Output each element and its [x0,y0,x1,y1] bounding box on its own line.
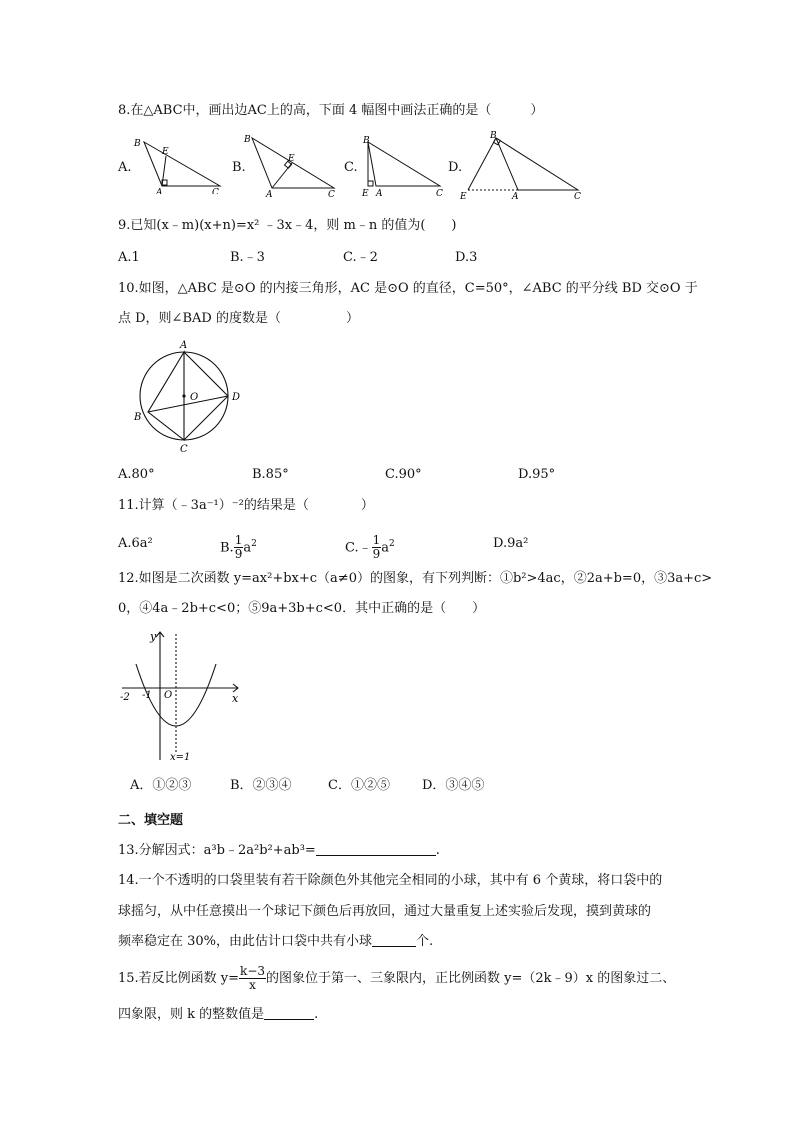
q11-option-c-fraction [372,534,382,561]
q12-parabola-figure [118,628,244,762]
q14-line2: 球摇匀，从中任意摸出一个球记下颜色后再放回，通过大量重复上述实验后发现，摸到黄球的 [118,904,652,919]
q12-label-m2: -2 [120,692,130,703]
q14-line3 [118,932,433,952]
q12-option-b: B．②③④ [230,778,292,793]
q11-option-b-var: a [243,540,252,556]
q8-c-point-e: E [362,189,369,198]
q12-option-c: C．①②⑤ [328,778,390,793]
q12-line2: 0，④4a﹣2b+c<0；⑤9a+3b+c<0．其中正确的是（ ） [118,601,486,616]
q10-option-d: D.95° [518,467,556,482]
q8-figure-a [132,132,228,194]
q13-text: 13.分解因式：a³b﹣2a²b²+ab³= [118,843,316,858]
q11-option-b-exp: 2 [251,539,257,549]
q11-option-b-denominator: 9 [234,547,243,562]
q12-label-m1: -1 [142,690,152,701]
q8-d-point-a: A [512,192,519,200]
q8-a-point-e: E [162,147,169,157]
q11-option-c-denominator: 9 [372,547,381,562]
q11-option-c-prefix: C. [345,540,359,556]
q8-stem: 8.在△ABC中，画出边AC上的高，下面 4 幅图中画法正确的是（ ） [118,103,544,118]
q15-answer-blank[interactable] [264,1005,314,1020]
q14-line3-end: 个. [416,934,434,949]
q8-c-point-b: B [363,136,370,146]
q8-b-point-e: E [288,154,295,164]
q10-option-c: C.90° [385,467,422,482]
q8-b-point-c: C [328,190,335,198]
q14-answer-blank[interactable] [372,932,416,947]
q12-label-axis: x=1 [170,752,191,762]
q10-circle-figure [128,334,248,458]
q13-stem [118,841,440,861]
q10-option-b: B.85° [252,467,289,482]
q8-c-point-a: A [376,189,383,198]
q8-b-point-b: B [244,135,251,145]
q15-line2-text: 四象限，则 k 的整数值是 [118,1007,265,1022]
q15-line1 [118,961,675,997]
q11-option-b [220,526,257,566]
q15-line2-end: . [314,1007,319,1022]
q14-line3-text: 频率稳定在 30%，由此估计口袋中共有小球 [118,934,373,949]
q8-figure-c [360,134,448,198]
q10-label-o: O [190,392,199,403]
q9-option-b: B.﹣3 [230,250,265,265]
q8-option-b-label: B. [232,160,246,175]
q11-option-a: A.6a² [118,536,153,551]
q11-option-c [345,526,395,566]
q12-label-o: O [164,690,173,701]
q13-end: . [435,843,440,858]
q15-line2 [118,1005,318,1025]
q11-option-d: D.9a² [493,536,529,551]
q10-label-a: A [180,340,188,351]
q10-line2: 点 D，则∠BAD 的度数是（ ） [118,311,359,326]
q8-option-c-label: C. [344,160,358,175]
q11-option-c-exp: 2 [389,539,395,549]
q12-option-a: A．①②③ [130,778,192,793]
q8-b-point-a: A [266,190,273,198]
q9-option-d: D.3 [455,250,478,265]
q8-a-point-a: A [156,188,163,194]
q15-suffix: 的图象位于第一、三象限内，正比例函数 y=（2k﹣9）x 的图象过二、 [266,971,676,986]
section-2-title: 二、填空题 [118,813,184,828]
q8-c-point-c: C [436,189,443,198]
q12-line1: 12.如图是二次函数 y=ax²+bx+c（a≠0）的图象，有下列判断：①b²>4ac，②2a+b=0，③3a+c> [118,571,713,586]
q11-option-b-fraction [234,534,244,561]
q15-prefix: 15.若反比例函数 y= [118,971,240,986]
q11-option-c-var: a [381,540,390,556]
q8-option-d-label: D. [448,160,463,175]
q12-label-x: x [232,692,239,705]
q8-d-point-b: B [490,131,497,141]
q13-answer-blank[interactable] [316,841,436,856]
q11-option-c-numerator: 1 [372,533,381,548]
q11-stem: 11.计算（﹣3a⁻¹）⁻²的结果是（ ） [118,498,374,513]
q15-denominator: x [249,978,256,992]
q15-numerator: k−3 [240,964,266,978]
q15-fraction [239,965,266,992]
q10-option-a: A.80° [118,467,155,482]
q9-option-a: A.1 [118,250,140,265]
q9-option-c: C.﹣2 [343,250,378,265]
q8-a-point-b: B [134,139,141,149]
q8-d-point-c: C [574,192,581,200]
q12-option-d: D．③④⑤ [422,778,485,793]
q11-option-b-prefix: B. [220,540,234,556]
q12-label-y: y [150,630,157,643]
q10-label-c: C [180,444,188,455]
q8-option-a-label: A. [118,160,132,175]
q10-label-b: B [134,412,142,423]
q11-option-c-sign: ﹣ [358,540,372,556]
q10-label-d: D [232,392,241,403]
q8-a-point-c: C [212,188,219,194]
q8-figure-b [242,128,342,198]
q8-d-point-e: E [460,192,467,200]
q10-line1: 10.如图，△ABC 是⊙O 的内接三角形，AC 是⊙O 的直径，C=50°，∠ABC 的平分线 BD 交⊙O 于 [118,281,698,296]
q14-line1: 14.一个不透明的口袋里装有若干除颜色外其他完全相同的小球，其中有 6 个黄球，将口袋中的 [118,873,663,888]
q8-figure-d [456,128,586,200]
q9-stem: 9.已知(x﹣m)(x+n)=x² ﹣3x﹣4，则 m﹣n 的值为( ) [118,218,457,233]
q11-option-b-numerator: 1 [234,533,243,548]
